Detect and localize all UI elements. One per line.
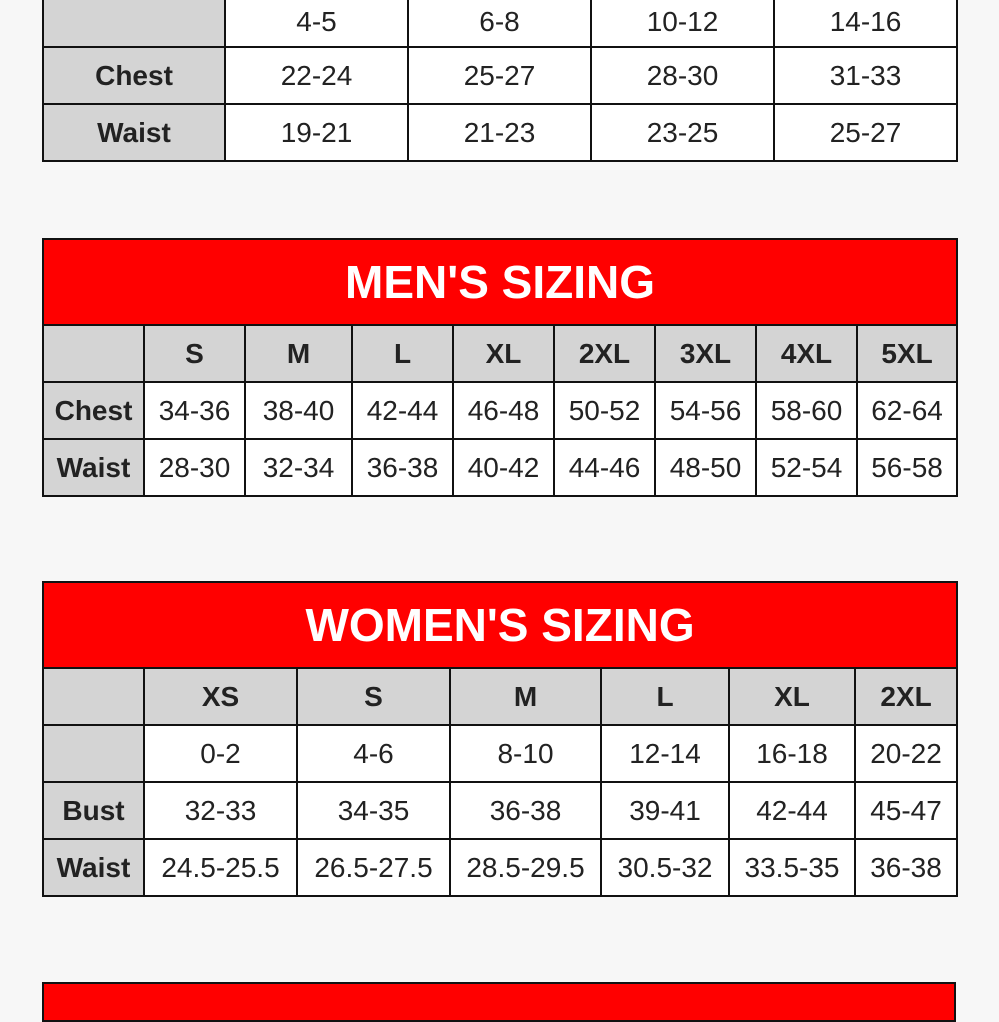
measurement-cell: 36-38 [352, 439, 453, 496]
measurement-cell: 23-25 [591, 104, 774, 161]
measurement-cell: 42-44 [352, 382, 453, 439]
size-header: 2XL [554, 325, 655, 382]
table-row [43, 782, 957, 839]
size-range-cell: 4-5 [225, 0, 408, 47]
size-header: L [601, 668, 729, 725]
womens-sizing-title: WOMEN'S SIZING [43, 582, 957, 668]
size-header: 3XL [655, 325, 756, 382]
measurement-cell: 32-33 [144, 782, 297, 839]
row-label [43, 0, 225, 47]
measurement-cell: 28-30 [144, 439, 245, 496]
table-row [43, 839, 957, 896]
measurement-cell: 26.5-27.5 [297, 839, 450, 896]
empty-label-cell [43, 725, 144, 782]
measurement-cell: 42-44 [729, 782, 855, 839]
size-header: XL [453, 325, 554, 382]
mens-sizing-title: MEN'S SIZING [43, 239, 957, 325]
table-row [43, 47, 957, 104]
row-label-chest: Chest [43, 47, 225, 104]
measurement-cell: 54-56 [655, 382, 756, 439]
row-label-waist: Waist [43, 839, 144, 896]
measurement-cell: 28.5-29.5 [450, 839, 601, 896]
measurement-cell: 34-35 [297, 782, 450, 839]
table-row [43, 0, 957, 47]
numeric-size-cell: 4-6 [297, 725, 450, 782]
measurement-cell: 50-52 [554, 382, 655, 439]
size-range-cell: 14-16 [774, 0, 957, 47]
table-row [43, 725, 957, 782]
measurement-cell: 56-58 [857, 439, 957, 496]
size-range-cell: 10-12 [591, 0, 774, 47]
kids-size-table [42, 0, 958, 162]
size-header: M [450, 668, 601, 725]
measurement-cell: 33.5-35 [729, 839, 855, 896]
header-row [43, 325, 957, 382]
table-row [43, 104, 957, 161]
size-header: 4XL [756, 325, 857, 382]
size-header: XS [144, 668, 297, 725]
measurement-cell: 30.5-32 [601, 839, 729, 896]
numeric-size-cell: 8-10 [450, 725, 601, 782]
measurement-cell: 52-54 [756, 439, 857, 496]
measurement-cell: 46-48 [453, 382, 554, 439]
measurement-cell: 48-50 [655, 439, 756, 496]
measurement-cell: 22-24 [225, 47, 408, 104]
empty-header-cell [43, 325, 144, 382]
size-header: 2XL [855, 668, 957, 725]
measurement-cell: 62-64 [857, 382, 957, 439]
measurement-cell: 38-40 [245, 382, 352, 439]
measurement-cell: 45-47 [855, 782, 957, 839]
measurement-cell: 32-34 [245, 439, 352, 496]
size-header: XL [729, 668, 855, 725]
measurement-cell: 21-23 [408, 104, 591, 161]
mens-size-table [42, 238, 958, 497]
size-header: M [245, 325, 352, 382]
measurement-cell: 28-30 [591, 47, 774, 104]
row-label-chest: Chest [43, 382, 144, 439]
header-row [43, 668, 957, 725]
numeric-size-cell: 0-2 [144, 725, 297, 782]
row-label-bust: Bust [43, 782, 144, 839]
size-header: S [144, 325, 245, 382]
measurement-cell: 40-42 [453, 439, 554, 496]
measurement-cell: 36-38 [855, 839, 957, 896]
measurement-cell: 25-27 [774, 104, 957, 161]
size-header: S [297, 668, 450, 725]
size-range-cell: 6-8 [408, 0, 591, 47]
measurement-cell: 31-33 [774, 47, 957, 104]
measurement-cell: 25-27 [408, 47, 591, 104]
size-header: L [352, 325, 453, 382]
measurement-cell: 19-21 [225, 104, 408, 161]
measurement-cell: 58-60 [756, 382, 857, 439]
table-row [43, 382, 957, 439]
table-row [43, 439, 957, 496]
measurement-cell: 44-46 [554, 439, 655, 496]
numeric-size-cell: 20-22 [855, 725, 957, 782]
row-label-waist: Waist [43, 104, 225, 161]
measurement-cell: 34-36 [144, 382, 245, 439]
next-section-banner [42, 982, 956, 1022]
measurement-cell: 36-38 [450, 782, 601, 839]
size-header: 5XL [857, 325, 957, 382]
numeric-size-cell: 16-18 [729, 725, 855, 782]
measurement-cell: 39-41 [601, 782, 729, 839]
measurement-cell: 24.5-25.5 [144, 839, 297, 896]
womens-size-table [42, 581, 958, 897]
row-label-waist: Waist [43, 439, 144, 496]
empty-header-cell [43, 668, 144, 725]
numeric-size-cell: 12-14 [601, 725, 729, 782]
